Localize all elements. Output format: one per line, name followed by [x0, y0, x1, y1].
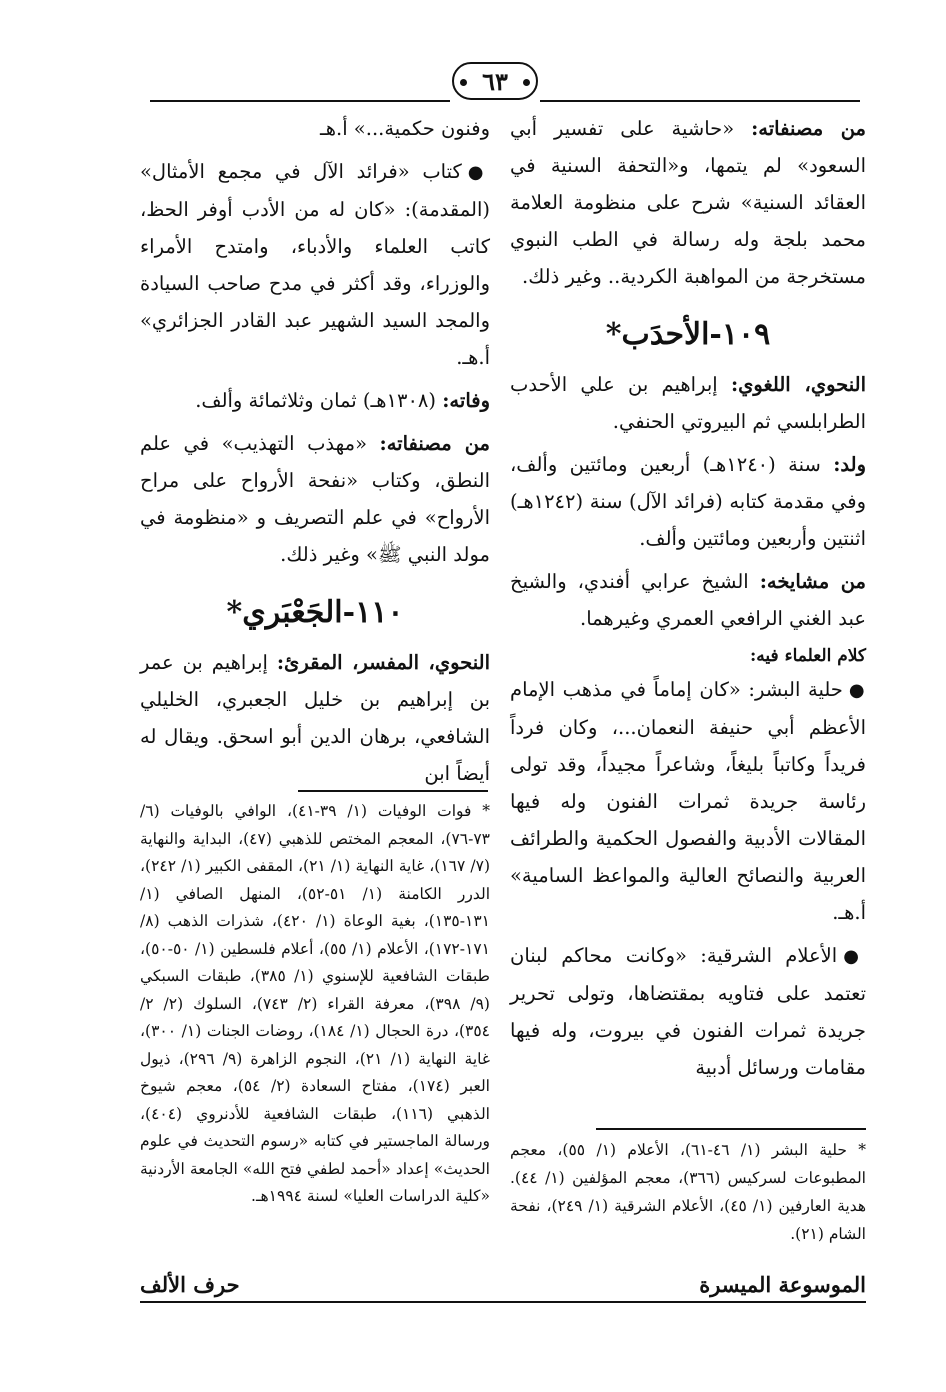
paragraph-text: الشيخ عرابي أفندي، والشيخ عبد الغني الرافعي العمري وغيرهما.	[510, 570, 866, 630]
paragraph-text: الأعلام الشرقية: «وكانت محاكم لبنان تعتمد على فتاويه بمقتضاها، وتولى تحرير جريدة ثمرات الفنون في بيروت، وله فيها مقامات ورسائل أدبية	[510, 944, 866, 1079]
footnote-rule	[298, 790, 488, 792]
footer-section-title: حرف الألف	[140, 1272, 240, 1297]
bullet-icon: ●	[467, 162, 490, 183]
paragraph-label: النحوي، المفسر، المقرئ:	[276, 651, 490, 674]
paragraph	[510, 110, 866, 295]
entry-heading: ١٠٩-الأحدَب*	[605, 317, 771, 352]
paragraph-label: النحوي، اللغوي:	[730, 373, 866, 396]
paragraph-label: من مصنفاته:	[379, 432, 491, 455]
page-header	[0, 60, 946, 108]
header-rule	[540, 100, 860, 102]
paragraph-text: «حاشية على تفسير أبي السعود» لم يتمها، و«التحفة السنية في العقائد السنية» شرح على منظومة العلامة محمد بلجة وله رسالة في الطب النبوي مستخرجة من المواهبة الكردية.. وغير ذلك.	[510, 117, 866, 288]
bullet-icon: ●	[843, 946, 866, 967]
paragraph-text: وفنون حكمية...» أ.هـ	[320, 117, 490, 140]
paragraph-text: سنة (١٢٤٠هـ) أربعين ومائتين وألف، وفي مقدمة كتابه (فرائد الآل) سنة (١٢٤٢هـ) اثنتين وأربعين ومائتين وألف.	[510, 453, 866, 550]
paragraph-text: (١٣٠٨هـ) ثمان وثلاثمائة وألف.	[195, 389, 443, 412]
left-column	[140, 110, 490, 792]
paragraph	[140, 110, 490, 147]
paragraph	[140, 644, 490, 792]
footer-book-title: الموسوعة الميسرة	[699, 1272, 866, 1297]
paragraph	[140, 153, 490, 376]
paragraph	[510, 366, 866, 440]
paragraph-text: «مهذب التهذيب» في علم النطق، وكتاب «نفحة الأرواح على مراح الأرواح» في علم التصريف و «منظومة في مولد النبي ﷺ» وغير ذلك.	[140, 432, 490, 566]
paragraph	[140, 425, 490, 573]
right-column	[510, 110, 866, 1086]
paragraph	[510, 446, 866, 557]
page-number: ٦٣	[452, 62, 538, 100]
entry-heading: ١١٠-الجَعْبَري*	[226, 595, 404, 630]
paragraph-label: من مصنفاته:	[751, 117, 867, 140]
paragraph-label: وفاته:	[442, 389, 490, 412]
footnote-left: * فوات الوفيات (١/ ٣٩-٤١)، الوافي بالوفيات (٦/ ٧٣-٧٦)، المعجم المختص للذهبي (٤٧)، البداية والنهاية (٧/ ١٦٧)، غاية النهاية (١/ ٢١)، المقفى الكبير (١/ ٢٤٢)، الدرر الكامنة (١/ ٥١-٥٢)، المنهل الصافي (١/ ١٣١-١٣٥)، بغية الوعاة (١/ ٤٢٠)، شذرات الذهب (٨/ ١٧١-١٧٢)، الأعلام (١/ ٥٥)، أعلام فلسطين (١/ ٥٠-٥٠)، طبقات الشافعية للإسنوي (١/ ٣٨٥)، طبقات السبكي (٩/ ٣٩٨)، معرفة القراء (٢/ ٧٤٣)، السلوك (٢/ ٢/ ٣٥٤)، درة الحجال (١/ ١٨٤)، روضات الجنات (١/ ٣٠٠)، غاية النهاية (١/ ٢١)، النجوم الزاهرة (٩/ ٢٩٦)، ذيول العبر (١٧٤)، مفتاح السعادة (٢/ ٥٤)، معجم شيوخ الذهبي (١١٦)، طبقات الشافعية للأدنروي (٤٠٤)، ورسالة الماجستير في كتابه «رسوم التحديث في علوم الحديث» إعداد «أحمد لطفي فتح الله» الجامعة الأردنية «كلية الدراسات العليا» لسنة ١٩٩٤هـ.	[140, 802, 491, 1205]
page-footer	[140, 1270, 866, 1310]
paragraph-label: ولد:	[833, 453, 866, 476]
paragraph	[140, 382, 490, 419]
footer-rule	[140, 1301, 866, 1303]
bullet-icon: ●	[848, 680, 866, 701]
paragraph	[510, 937, 866, 1086]
paragraph-text: حلية البشر: «كان إماماً في مذهب الإمام الأعظم أبي حنيفة النعمان...، وكان فرداً فريداً وكاتباً بليغاً، وشاعراً مجيداً، وقد تولى رئاسة جريدة ثمرات الفنون وله فيها المقالات الأدبية والفصول الحكمية والطرائف العربية والنصائح العالية والمواعظ السامية» أ.هـ.	[510, 678, 866, 924]
footnote-right: * حلية البشر (١/ ٤٦-٦١)، الأعلام (١/ ٥٥)، معجم المطبوعات لسركيس (٣٦٦)، معجم المؤلفين (١/ ٤٤). هدية العارفين (١/ ٤٥)، الأعلام الشرقية (١/ ٢٤٩)، نفحة الشام (٢١).	[510, 1141, 867, 1243]
paragraph-text: إبراهيم بن علي الأحدب الطرابلسي ثم البيروتي الحنفي.	[510, 373, 866, 433]
paragraph-text: كتاب «فرائد الآل في مجمع الأمثال» (المقدمة): «كان له من الأدب أوفر الحظ، كاتب العلماء والأدباء، وامتدح الأمراء والوزراء، وقد أكثر في مدح صاحب السيادة والمجد السيد الشهير عبد القادر الجزائري» أ.هـ.	[140, 160, 490, 369]
section-subheading: كلام العلماء فيه:	[750, 646, 866, 666]
paragraph	[510, 563, 866, 637]
footnote-rule	[596, 1128, 866, 1130]
paragraph-text: إبراهيم بن عمر بن إبراهيم بن خليل الجعبري، الخليلي الشافعي، برهان الدين أبو اسحق. ويقال له أيضاً ابن	[140, 651, 490, 785]
paragraph	[510, 671, 866, 931]
paragraph-label: من مشايخه:	[759, 570, 866, 593]
header-rule	[150, 100, 450, 102]
